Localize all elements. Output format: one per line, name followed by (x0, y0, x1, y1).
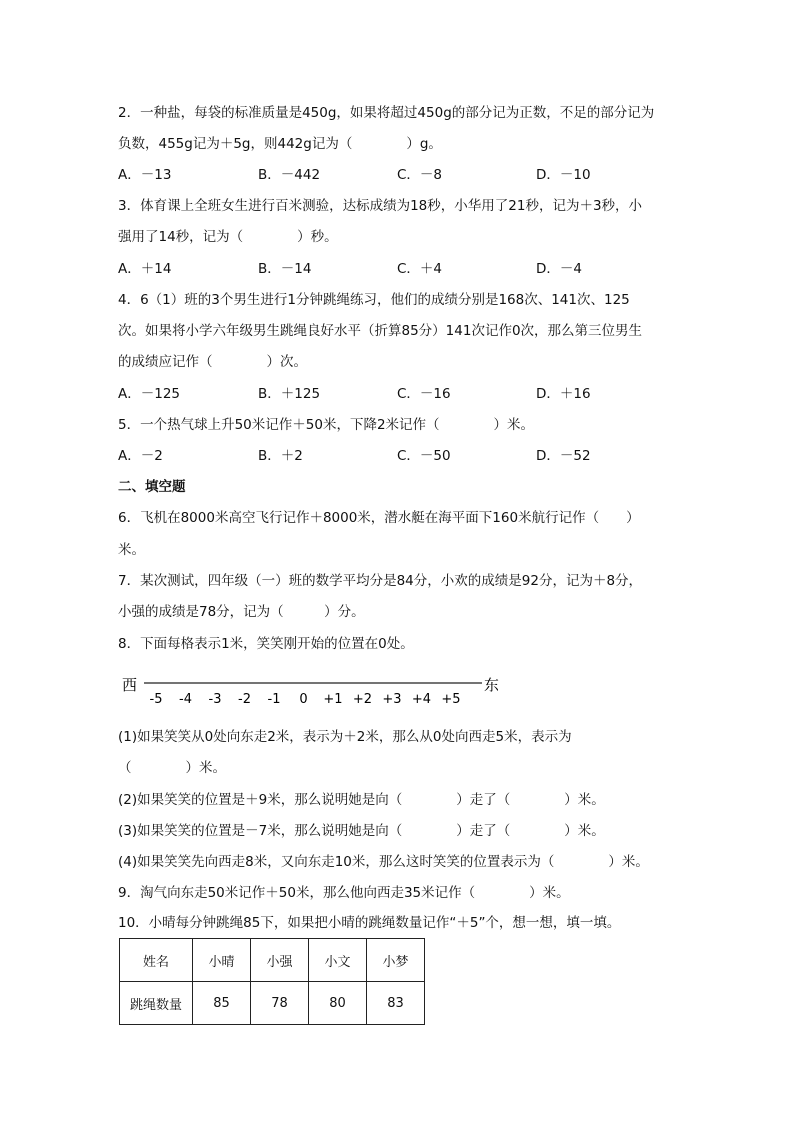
q5-option-b: B．＋2 (258, 448, 303, 464)
q2-option-d: D．－10 (536, 167, 591, 183)
q9-line1: 9．淘气向东走50米记作＋50米，那么他向西走35米记作（ ）米。 (118, 885, 570, 901)
q5-option-c: C．－50 (397, 448, 451, 464)
number-line-west-label: 西 (122, 676, 138, 694)
number-line-tick-label: +1 (323, 692, 343, 707)
number-line-tick-label: 0 (299, 692, 308, 707)
table-row (120, 982, 425, 1025)
q7-line1: 7．某次测试，四年级（一）班的数学平均分是84分，小欢的成绩是92分，记为＋8分， (118, 573, 643, 589)
q7-line2: 小强的成绩是78分，记为（ ）分。 (118, 604, 365, 620)
q8-sub1b: （ ）米。 (118, 760, 226, 776)
q5-options (118, 447, 638, 465)
number-line-tick-label: +5 (441, 692, 461, 707)
q2-line2: 负数，455g记为＋5g，则442g记为（ ）g。 (118, 136, 442, 152)
table-row (120, 939, 425, 982)
table-cell: 跳绳数量 (120, 982, 193, 1025)
q4-line1: 4．6（1）班的3个男生进行1分钟跳绳练习，他们的成绩分别是168次、141次、125 (118, 292, 630, 308)
table-cell: 小强 (251, 939, 309, 982)
table-cell: 姓名 (120, 939, 193, 982)
table-cell: 78 (251, 982, 309, 1025)
table-cell: 小梦 (367, 939, 425, 982)
number-line-tick-label: -1 (267, 692, 281, 707)
q5-line1: 5．一个热气球上升50米记作＋50米，下降2米记作（ ）米。 (118, 417, 535, 433)
number-line-east-label: 东 (484, 676, 500, 694)
q3-line2: 强用了14秒，记为（ ）秒。 (118, 229, 338, 245)
q2-option-b: B．－442 (258, 167, 321, 183)
number-line-tick-label: +2 (352, 692, 373, 707)
q3-option-a: A．＋14 (118, 261, 172, 277)
q4-option-b: B．＋125 (258, 386, 321, 402)
q8-line1: 8．下面每格表示1米，笑笑刚开始的位置在0处。 (118, 636, 414, 652)
q3-option-c: C．＋4 (397, 261, 443, 277)
q3-options (118, 260, 638, 278)
q4-option-c: C．－16 (397, 386, 451, 402)
table-cell: 83 (367, 982, 425, 1025)
number-line-tick-label: -4 (179, 692, 192, 707)
q5-option-d: D．－52 (536, 448, 591, 464)
q8-sub2: (2)如果笑笑的位置是＋9米，那么说明她是向（ ）走了（ ）米。 (118, 792, 605, 808)
q2-options (118, 166, 638, 184)
q3-option-d: D．－4 (536, 261, 582, 277)
number-line-tick-label: -5 (149, 692, 163, 707)
number-line-tick-label: +4 (411, 692, 432, 707)
q4-line3: 的成绩应记作（ ）次。 (118, 354, 307, 370)
q3-option-b: B．－14 (258, 261, 312, 277)
q10-line1: 10．小晴每分钟跳绳85下，如果把小晴的跳绳数量记作“＋5”个，想一想，填一填。 (118, 915, 621, 931)
table-cell: 80 (309, 982, 367, 1025)
q8-sub3: (3)如果笑笑的位置是－7米，那么说明她是向（ ）走了（ ）米。 (118, 823, 605, 839)
table-cell: 小文 (309, 939, 367, 982)
q2-option-c: C．－8 (397, 167, 443, 183)
number-line-tick-label: -2 (238, 692, 251, 707)
q8-sub4: (4)如果笑笑先向西走8米，又向东走10米，那么这时笑笑的位置表示为（ ）米。 (118, 854, 649, 870)
q4-line2: 次。如果将小学六年级男生跳绳良好水平（折算85分）141次记作0次，那么第三位男生 (118, 323, 643, 339)
q6-line2: 米。 (118, 542, 145, 558)
table-cell: 85 (193, 982, 251, 1025)
q4-option-a: A．－125 (118, 386, 181, 402)
section-heading-fill-in: 二、填空题 (118, 479, 186, 495)
number-line-tick-label: +3 (382, 692, 402, 707)
jump-rope-table (119, 938, 425, 1025)
number-line-tick-label: -3 (208, 692, 222, 707)
number-line (120, 670, 510, 710)
q6-line1: 6．飞机在8000米高空飞行记作＋8000米，潜水艇在海平面下160米航行记作（ ） (118, 510, 640, 526)
q2-line1: 2．一种盐，每袋的标准质量是450g，如果将超过450g的部分记为正数，不足的部分记为 (118, 105, 655, 121)
table-cell: 小晴 (193, 939, 251, 982)
q4-options (118, 385, 638, 403)
q8-sub1a: (1)如果笑笑从0处向东走2米，表示为＋2米，那么从0处向西走5米，表示为 (118, 729, 572, 745)
q3-line1: 3．体育课上全班女生进行百米测验，达标成绩为18秒，小华用了21秒，记为＋3秒，小 (118, 198, 643, 214)
q5-option-a: A．－2 (118, 448, 163, 464)
q2-option-a: A．－13 (118, 167, 172, 183)
q4-option-d: D．＋16 (536, 386, 591, 402)
